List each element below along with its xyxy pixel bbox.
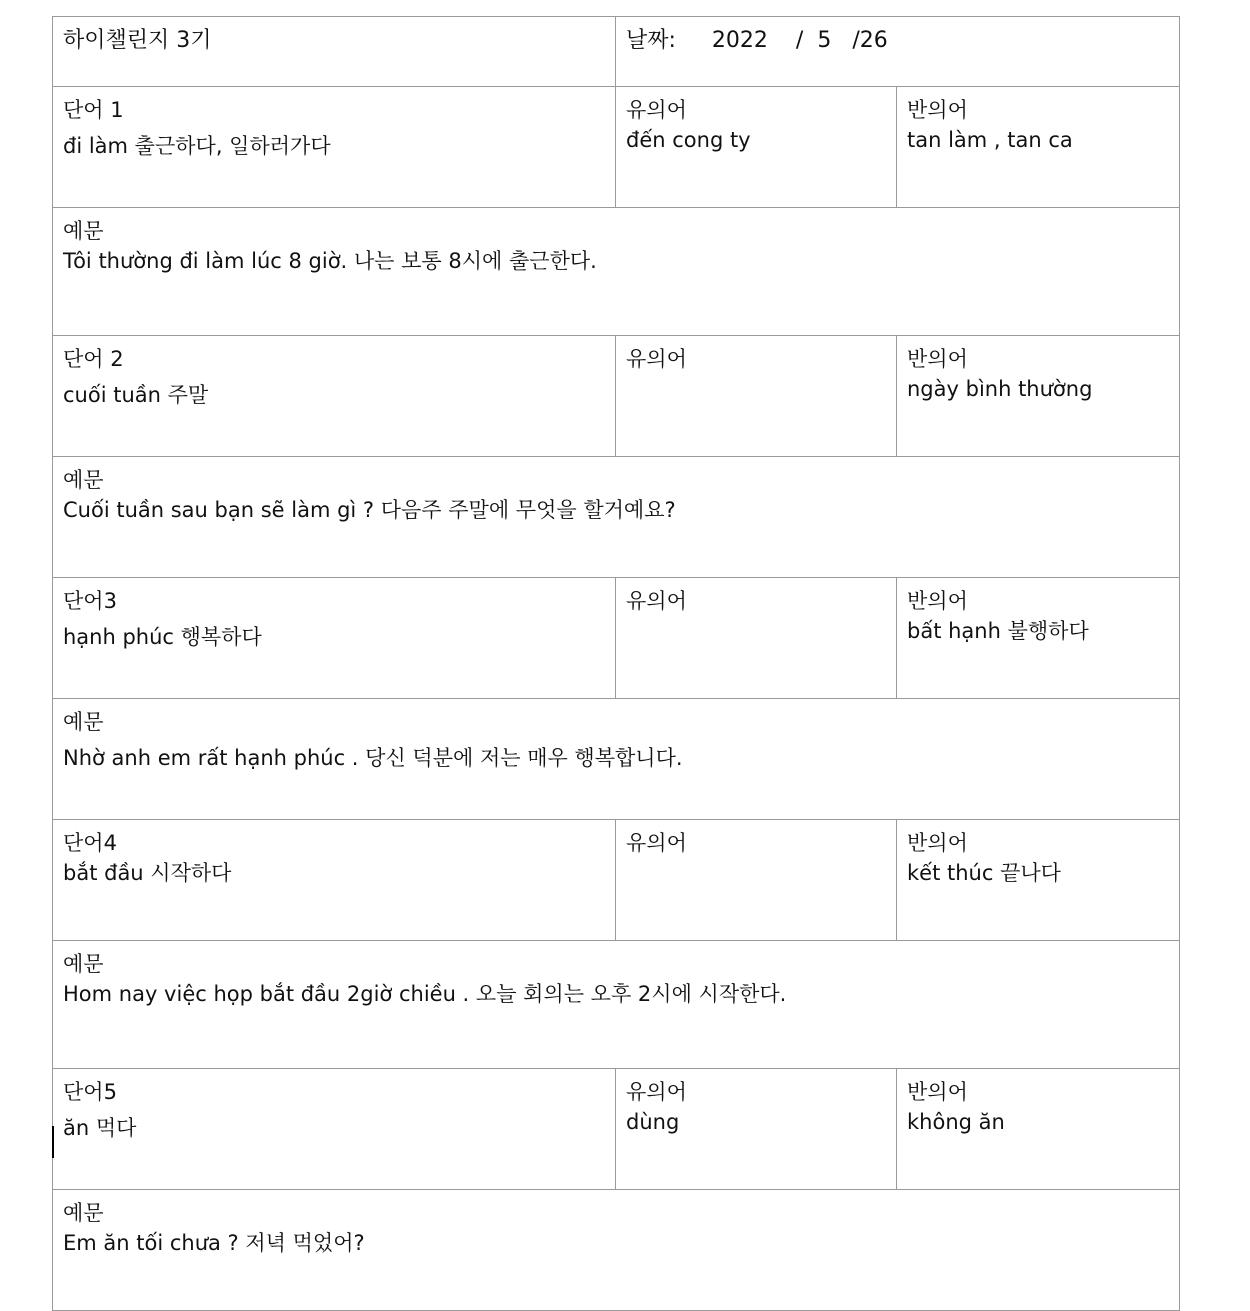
synonym-label: 유의어 (626, 98, 687, 122)
antonym-text: tan làm , tan ca (907, 128, 1073, 152)
word-label: 단어3 (63, 589, 117, 613)
antonym-label: 반의어 (907, 1080, 968, 1104)
word-cell[interactable] (53, 578, 616, 699)
word-text: đi làm 출근하다, 일하러가다 (63, 134, 331, 158)
word-row (53, 578, 1180, 699)
word-text: hạnh phúc 행복하다 (63, 625, 262, 649)
word-label: 단어4 (63, 831, 117, 855)
example-row (53, 699, 1180, 820)
synonym-cell[interactable] (616, 336, 897, 457)
synonym-label: 유의어 (626, 831, 687, 855)
example-row (53, 457, 1180, 578)
word-text: ăn 먹다 (63, 1116, 137, 1140)
word-row (53, 87, 1180, 208)
example-label: 예문 (63, 1201, 104, 1225)
example-cell[interactable] (53, 1190, 1180, 1311)
antonym-text: kết thúc 끝나다 (907, 861, 1061, 885)
example-text: Tôi thường đi làm lúc 8 giờ. 나는 보통 8시에 출근한다. (63, 249, 597, 273)
synonym-label: 유의어 (626, 1080, 687, 1104)
word-label: 단어5 (63, 1080, 117, 1104)
antonym-cell[interactable] (897, 578, 1180, 699)
example-cell[interactable] (53, 457, 1180, 578)
title-cell[interactable] (53, 17, 616, 87)
antonym-text: không ăn (907, 1110, 1005, 1134)
antonym-cell[interactable] (897, 820, 1180, 941)
example-text: Hom nay việc họp bắt đầu 2giờ chiều . 오늘 회의는 오후 2시에 시작한다. (63, 982, 787, 1006)
word-row (53, 1069, 1180, 1190)
antonym-cell[interactable] (897, 87, 1180, 208)
vocabulary-table (52, 16, 1180, 1311)
antonym-label: 반의어 (907, 589, 968, 613)
synonym-cell[interactable] (616, 820, 897, 941)
word-label: 단어 1 (63, 98, 124, 122)
date-separator: / (795, 28, 804, 53)
example-cell[interactable] (53, 699, 1180, 820)
example-text: Nhờ anh em rất hạnh phúc . 당신 덕분에 저는 매우 행복합니다. (63, 746, 683, 770)
antonym-cell[interactable] (897, 336, 1180, 457)
example-text: Cuối tuần sau bạn sẽ làm gì ? 다음주 주말에 무엇을 할거예요? (63, 498, 676, 522)
word-cell[interactable] (53, 336, 616, 457)
example-text: Em ăn tối chưa ? 저녁 먹었어? (63, 1231, 365, 1255)
example-label: 예문 (63, 468, 104, 492)
antonym-label: 반의어 (907, 831, 968, 855)
antonym-label: 반의어 (907, 347, 968, 371)
antonym-cell[interactable] (897, 1069, 1180, 1190)
example-label: 예문 (63, 710, 104, 734)
synonym-cell[interactable] (616, 1069, 897, 1190)
synonym-label: 유의어 (626, 589, 687, 613)
date-year: 2022 (711, 28, 768, 53)
page-title: 하이챌린지 3기 (63, 28, 212, 53)
text-cursor (52, 1126, 54, 1158)
word-cell[interactable] (53, 87, 616, 208)
synonym-cell[interactable] (616, 578, 897, 699)
example-row (53, 208, 1180, 336)
word-text: bắt đầu 시작하다 (63, 861, 232, 885)
example-row (53, 941, 1180, 1069)
synonym-cell[interactable] (616, 87, 897, 208)
synonym-text: đến cong ty (626, 128, 751, 152)
word-row (53, 820, 1180, 941)
word-cell[interactable] (53, 820, 616, 941)
word-label: 단어 2 (63, 347, 124, 371)
header-row (53, 17, 1180, 87)
synonym-label: 유의어 (626, 347, 687, 371)
antonym-text: ngày bình thường (907, 377, 1093, 401)
example-row (53, 1190, 1180, 1311)
date-label: 날짜: (626, 28, 676, 53)
example-label: 예문 (63, 952, 104, 976)
example-label: 예문 (63, 219, 104, 243)
word-text: cuối tuần 주말 (63, 383, 209, 407)
example-cell[interactable] (53, 941, 1180, 1069)
antonym-label: 반의어 (907, 98, 968, 122)
date-cell[interactable] (616, 17, 1180, 87)
antonym-text: bất hạnh 불행하다 (907, 619, 1089, 643)
word-cell[interactable] (53, 1069, 616, 1190)
example-cell[interactable] (53, 208, 1180, 336)
date-day: /26 (852, 28, 888, 53)
synonym-text: dùng (626, 1110, 680, 1134)
date-month: 5 (817, 28, 832, 53)
word-row (53, 336, 1180, 457)
